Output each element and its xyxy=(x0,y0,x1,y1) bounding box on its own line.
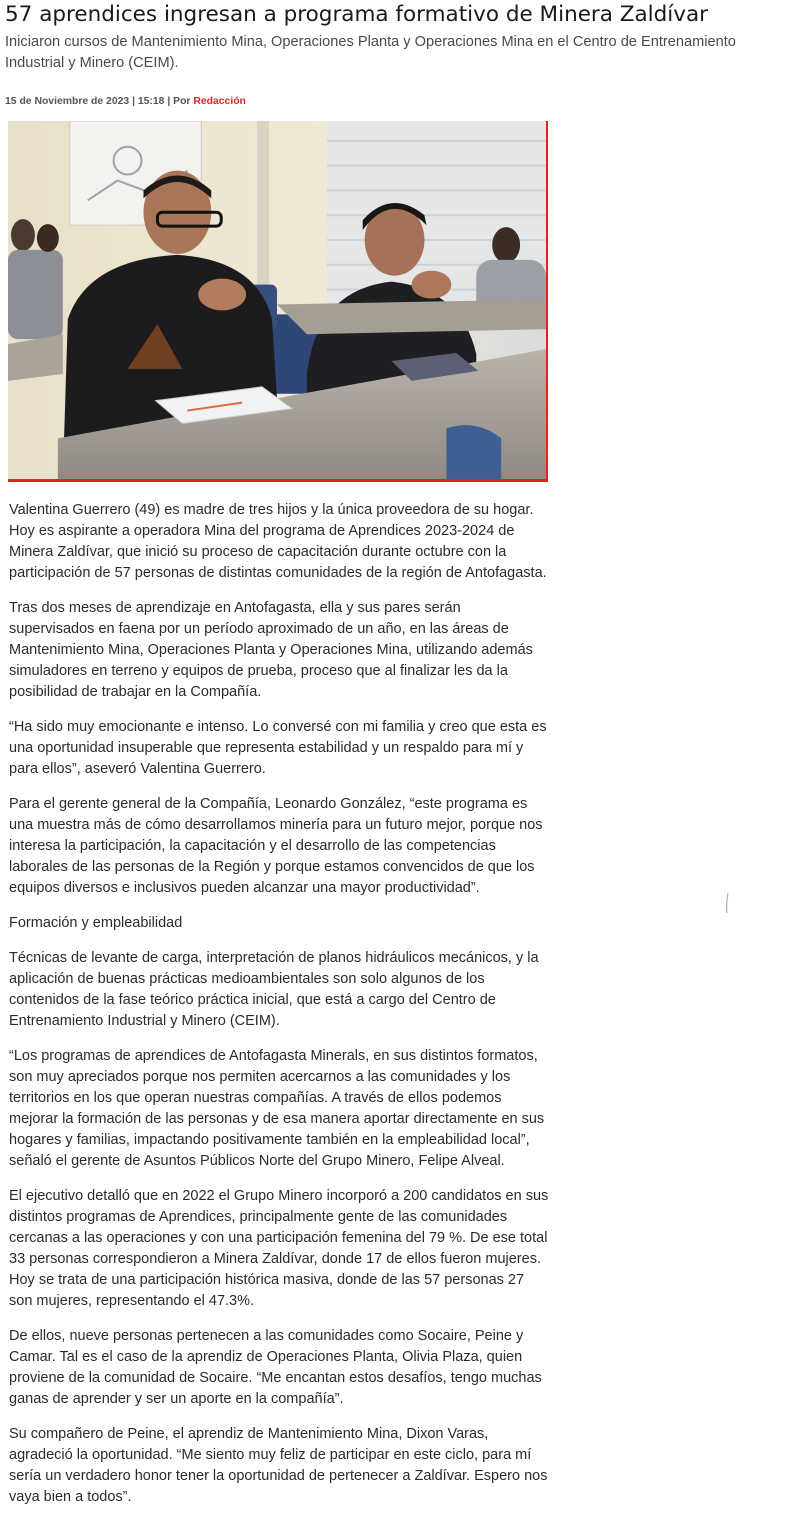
body-paragraph: El ejecutivo detalló que en 2022 el Grupo Minero incorporó a 200 candidatos en sus distintos programas de Aprendices, principalmente gente de las comunidades cercanas a las operaciones y con una participación femenina del 79 %. De ese total 33 personas correspondieron a Minera Zaldívar, donde 17 de ellos fueron mujeres. Hoy se trata de una participación histórica masiva, donde de las 57 personas 27 son mujeres, representando el 47.3%. xyxy=(9,1188,549,1309)
classroom-photo xyxy=(8,121,546,479)
body-paragraph: De ellos, nueve personas pertenecen a las comunidades como Socaire, Peine y Camar. Tal es el caso de la aprendiz de Operaciones Planta, Olivia Plaza, quien proviene de la comunidad de Socaire. “Me encantan estos desafíos, tengo muchas ganas de aprender y ser un aporte en la compañía”. xyxy=(9,1328,542,1407)
article-title: 57 aprendices ingresan a programa formativo de Minera Zaldívar xyxy=(5,2,709,27)
article-subtitle: Iniciaron cursos de Mantenimiento Mina, Operaciones Planta y Operaciones Mina en el Centro de Entrenamiento Industrial y Minero (CEIM). xyxy=(5,34,736,71)
decorative-mark xyxy=(726,893,729,913)
meta-separator: | xyxy=(132,96,138,107)
body-paragraph: “Ha sido muy emocionante e intenso. Lo conversé con mi familia y creo que esta es una oportunidad insuperable que representa estabilidad y un respaldo para mí y para ellos”, aseveró Valentina Guerrero. xyxy=(9,719,547,777)
section-subheading: Formación y empleabilidad xyxy=(9,915,183,931)
byline-prefix: Por xyxy=(173,96,191,107)
article-meta xyxy=(5,96,246,107)
body-paragraph: Valentina Guerrero (49) es madre de tres hijos y la única proveedora de su hogar. Hoy es aspirante a operadora Mina del programa de Aprendices 2023-2024 de Minera Zaldívar, que inició su proceso de capacitación durante octubre con la participación de 57 personas de distintas comunidades de la región de Antofagasta. xyxy=(9,502,547,581)
body-paragraph: Para el gerente general de la Compañía, Leonardo González, “este programa es una muestra más de cómo desarrollamos minería para un futuro mejor, porque nos interesa la participación, la capacitación y el desarrollo de las competencias laborales de las personas de la Región y porque estamos convencidos de que los equipos diversos e inclusivos pueden alcanzar una mayor productividad”. xyxy=(9,796,543,896)
body-paragraph: Su compañero de Peine, el aprendiz de Mantenimiento Mina, Dixon Varas, agradeció la oportunidad. “Me siento muy feliz de participar en este ciclo, para mí sería un verdadero honor tener la oportunidad de pertenecer a Zaldívar. Espero nos vaya bien a todos”. xyxy=(9,1426,548,1505)
publish-date: 15 de Noviembre de 2023 xyxy=(5,96,130,107)
meta-separator: | xyxy=(167,96,174,107)
publish-time: 15:18 xyxy=(137,96,165,107)
body-paragraph: “Los programas de aprendices de Antofagasta Minerals, en sus distintos formatos, son muy apreciados porque nos permiten acercarnos a las comunidades y los territorios en los que operan nuestras compañías. A través de ellos podemos mejorar la formación de las personas y de esa manera aportar directamente en sus hogares y familias, impactando positivamente también en la empleabilidad local”, señaló el gerente de Asuntos Públicos Norte del Grupo Minero, Felipe Alveal. xyxy=(9,1048,545,1169)
article-photo xyxy=(8,121,548,482)
article-body xyxy=(9,500,549,1522)
body-paragraph: Técnicas de levante de carga, interpretación de planos hidráulicos mecánicos, y la aplicación de buenas prácticas medioambientales son solo algunos de los contenidos de la fase teórico práctica inicial, que está a cargo del Centro de Entrenamiento Industrial y Minero (CEIM). xyxy=(9,950,539,1029)
body-paragraph: Tras dos meses de aprendizaje en Antofagasta, ella y sus pares serán supervisados en faena por un período aproximado de un año, en las áreas de Mantenimiento Mina, Operaciones Planta y Operaciones Mina, utilizando además simuladores en terreno y equipos de prueba, proceso que al finalizar les da la posibilidad de trabajar en la Compañía. xyxy=(9,600,533,700)
author-link[interactable]: Redacción xyxy=(193,96,246,107)
